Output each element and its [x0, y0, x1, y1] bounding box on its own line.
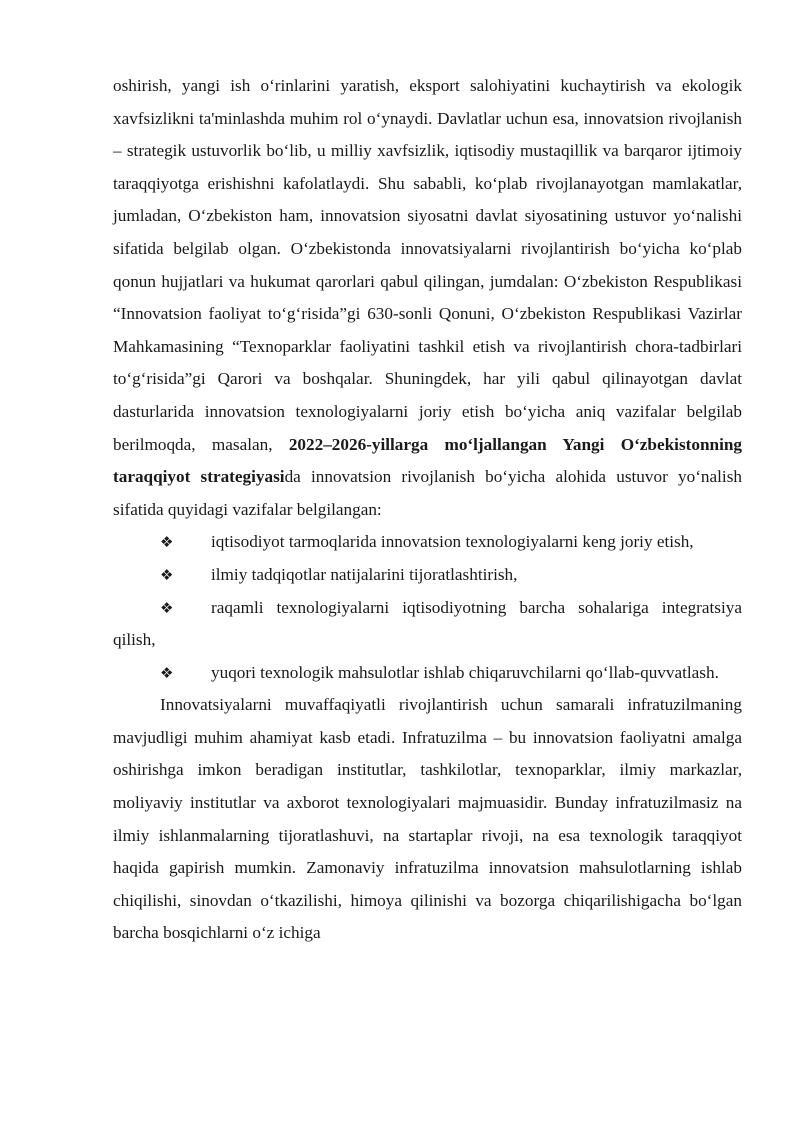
list-item	[113, 559, 742, 592]
paragraph-2: Innovatsiyalarni muvaffaqiyatli rivojlantirish uchun samarali infratuzilmaning mavjudligi muhim ahamiyat kasb etadi. Infratuzilma – bu innovatsion faoliyatni amalga oshirishga imkon beradigan institutlar, tashkilotlar, texnoparklar, ilmiy markazlar, moliyaviy institutlar va axborot texnologiyalari majmuasidir. Bunday infratuzilmasiz na ilmiy ishlanmalarning tijoratlashuvi, na startaplar rivoji, na esa texnologik taraqqiyot haqida gapirish mumkin. Zamonaviy infratuzilma innovatsion mahsulotlarning ishlab chiqilishi, sinovdan o‘tkazilishi, himoya qilinishi va bozorga chiqarilishigacha bo‘lgan barcha bosqichlarni o‘z ichiga	[113, 695, 742, 943]
list-item-text: ilmiy tadqiqotlar natijalarini tijoratlashtirish,	[211, 564, 518, 584]
list-item-text: iqtisodiyot tarmoqlarida innovatsion texnologiyalarni keng joriy etish,	[211, 532, 694, 552]
paragraph-1	[113, 70, 742, 526]
list-item-text: yuqori texnologik mahsulotlar ishlab chiqaruvchilarni qo‘llab-quvvatlash.	[211, 662, 719, 682]
diamond-bullet-icon: ❖	[160, 533, 174, 552]
list-item	[113, 526, 742, 559]
document-page	[113, 70, 742, 950]
diamond-bullet-icon: ❖	[160, 565, 174, 584]
task-list	[113, 526, 742, 689]
paragraph-1-text-end: da innovatsion rivojlanish bo‘yicha alohida ustuvor yo‘nalish sifatida quyidagi vazifalar belgilangan:	[113, 467, 742, 519]
list-item	[113, 592, 742, 657]
diamond-bullet-icon: ❖	[160, 663, 174, 682]
paragraph-1-text-start: oshirish, yangi ish o‘rinlarini yaratish, eksport salohiyatini kuchaytirish va ekologik xavfsizlikni ta'minlashda muhim rol o‘ynaydi. Davlatlar uchun esa, innovatsion rivojlanish – strategik ustuvorlik bo‘lib, u milliy xavfsizlik, iqtisodiy mustaqillik va barqaror ijtimoiy taraqqiyotga erishishni kafolatlaydi. Shu sababli, ko‘plab rivojlanayotgan mamlakatlar, jumladan, O‘zbekiston ham, innovatsion siyosatni davlat siyosatining ustuvor yo‘nalishi sifatida belgilab olgan. O‘zbekistonda innovatsiyalarni rivojlantirish bo‘yicha ko‘plab qonun hujjatlari va hukumat qarorlari qabul qilingan, jumdalan: O‘zbekiston Respublikasi “Innovatsion faoliyat to‘g‘risida”gi 630-sonli Qonuni, O‘zbekiston Respublikasi Vazirlar Mahkamasining “Texnoparklar faoliyatini tashkil etish va rivojlantirish chora-tadbirlari to‘g‘risida”gi Qarori va boshqalar. Shuningdek, har yili qabul qilinayotgan davlat dasturlarida innovatsion texnologiyalarni joriy etish bo‘yicha aniq vazifalar belgilab berilmoqda, masalan,	[113, 76, 742, 454]
list-item	[113, 657, 742, 690]
diamond-bullet-icon: ❖	[160, 598, 174, 617]
list-item-text: raqamli texnologiyalarni iqtisodiyotning barcha sohalariga integratsiya qilish,	[113, 597, 742, 650]
strategy-title-bold: 2022–2026-yillarga mo‘ljallangan Yangi O‘zbekistonning taraqqiyot strategiyasi	[113, 434, 742, 487]
